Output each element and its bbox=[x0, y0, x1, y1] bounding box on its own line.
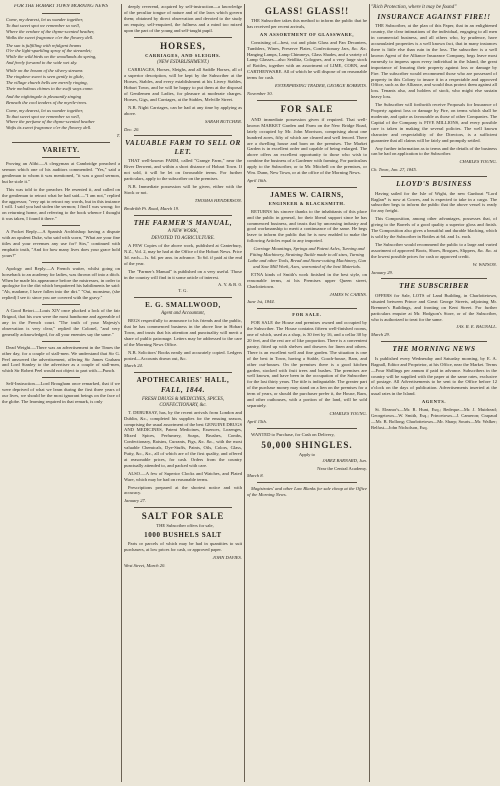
salt-date: West Street, March 20. bbox=[124, 562, 166, 568]
cairns-signature: JAMES W. CAIRNS. bbox=[329, 291, 367, 297]
agents-heading: AGENTS. bbox=[421, 399, 447, 405]
divider bbox=[42, 304, 80, 305]
divider bbox=[134, 135, 232, 136]
variety-item: Self-Instruction.—Lord Brougham once remarked, that if we were deprived of what we learn during the first three years of our lives, we should be the most ignorant beings on the face of the globe. The learning required in that remark, is only bbox=[2, 381, 120, 404]
manual-body: A FEW Copies of the above work, published at Canterbury, N.Z., Vol. 2, may be had at the Office of the Hobart News. Price 3d. each—1s. 6d. per ann. in advance. To 6d. if paid at the end of the year. bbox=[124, 242, 242, 266]
salt-signature: JOHN DAVIES. bbox=[212, 555, 242, 560]
cairns-heading: JAMES W. CAIRNS, bbox=[270, 190, 344, 199]
smallwood-date: March 24. bbox=[124, 363, 143, 369]
insurance-body-2: The Subscriber will forthwith receive Proposals for Insurance of Property against loss or damage by Fire, on terms which shall be moderate, and quite as favourable as those of other Companies. The Capital of the Company is FIVE MILLIONS, and every possible care is taken in making the several policies. The well known character and respectability of the Directors, is a sufficient guarantee that all claims will be fairly and promptly settled. bbox=[371, 102, 497, 143]
divider bbox=[134, 215, 232, 216]
wanted-address: Near the Central Academy. bbox=[317, 466, 367, 472]
smallwood-subheading: Agent and Accountant, bbox=[161, 311, 205, 317]
glass-signature: ENTERPRISING TRADER, GEORGE ROBERTS. bbox=[275, 83, 367, 89]
horses-signature: SARAH BUTCHER. bbox=[204, 118, 242, 124]
apothecaries-season: FALL, 1844. bbox=[160, 386, 206, 395]
manual-body-2: The "Farmer's Manual" is published on a very useful. Those in the country will find in it some article of interest. bbox=[124, 268, 242, 280]
poem bbox=[2, 17, 120, 131]
subscriber-date: March 29. bbox=[371, 332, 390, 338]
column-3 bbox=[247, 4, 367, 782]
apothecaries-heading: APOTHECARIES' HALL, bbox=[136, 376, 230, 385]
smallwood-note: N.B. Solicitors' Books neatly and accurately copied. Ledgers posted—Accounts drawn out, &c. bbox=[124, 349, 242, 361]
subscriber-heading: THE SUBSCRIBER bbox=[399, 282, 469, 291]
wanted-date: March 8. bbox=[247, 473, 264, 479]
house-signature: CHARLES YOUNG. bbox=[329, 410, 367, 416]
poem-stanza: While on the bosom of the silvery streams The ringdove sweet is seen gently to glide, The village church bells are merrily ringing, Their melodious chimes to the swift ways come. bbox=[6, 68, 94, 91]
column-1 bbox=[2, 4, 120, 782]
apothecaries-body: T. DEBURSAY, has, by the recent arrivals from London and Dublin, &c., completed his supplies for the ensuing season, comprising the usual assortment of the best GENUINE DRUGS AND MEDICINES, Patent Medicines, Essences, Lozenges, Mixed Spices, Perfumery, Soaps, Brushes, Combs, Confectionary, Raisins, Currants, Figs, &c. &c., with the most valuable Chemicals, Dye-Stuffs, Paints, Oils, Colors, Glass, Putty, &c., &c., all of which are of the first quality, and offered at reasonable prices, for cash. Orders from the country punctually attended to, and packed with care. bbox=[124, 409, 242, 468]
wanted-shingles: 50,000 SHINGLES. bbox=[261, 439, 353, 450]
lloyd-heading: LLOYD'S BUSINESS bbox=[396, 180, 472, 189]
for-sale-date: April 16th. bbox=[247, 177, 267, 183]
cairns-body: RETURNS his sincere thanks to the inhabitants of this place and the public in general, for their liberal support since he has commenced business, and trusts that by unceasing industry and good workmanship to merit a continuance of the same. He begs leave to inform the public that he is now enabled to make the following Articles equal to any imported. bbox=[247, 208, 367, 244]
glass-subheading: AN ASSORTMENT OF GLASSWARE, bbox=[259, 31, 355, 37]
divider bbox=[134, 297, 232, 298]
manual-subheading: A NEW WORK, bbox=[167, 229, 199, 235]
divider bbox=[257, 100, 357, 101]
apothecaries-date: January 27. bbox=[124, 498, 146, 504]
column-rule bbox=[369, 4, 370, 782]
farm-date: Brodribb Pt. Road, March 19. bbox=[124, 205, 180, 211]
divider bbox=[134, 37, 232, 38]
glass-heading: GLASS! GLASS!! bbox=[264, 6, 350, 16]
smallwood-heading: E. G. SMALLWOOD, bbox=[145, 301, 221, 310]
divider bbox=[381, 341, 487, 342]
insurance-place-date: Ch. Town, Jan. 27, 1845. bbox=[371, 167, 417, 173]
smallwood-body: BEGS respectfully to announce to his friends and the public, that he has commenced business in the above line in Hobart Town, and trusts that his attention and punctuality will merit a share of public patronage. Letters may be addressed to the care of the Morning News Office. bbox=[124, 318, 242, 347]
lloyd-body-3: The Subscriber would recommend the public to a large and varied assortment of approved Boots, Shoes, Brogues, Slippers, &c. &c. at the lowest possible prices for cash or approved credit. bbox=[371, 241, 497, 259]
farm-heading: VALUABLE FARM TO SELL OR LET. bbox=[125, 139, 241, 156]
divider bbox=[134, 507, 232, 508]
divider bbox=[381, 278, 487, 279]
horses-heading: HORSES, bbox=[160, 40, 206, 51]
divider bbox=[42, 13, 80, 14]
for-sale-heading: FOR SALE bbox=[280, 103, 334, 114]
divider bbox=[42, 157, 80, 158]
house-date: April 15th. bbox=[247, 418, 267, 424]
glass-date: November 30. bbox=[247, 90, 273, 96]
horses-date: Dec. 20. bbox=[124, 126, 140, 132]
lloyd-date: January 29. bbox=[371, 269, 393, 275]
glass-body: THE Subscriber takes this method to inform the public that he has received per recent arrivals, bbox=[247, 18, 367, 29]
insurance-motto: "Rich Protection, where it may be found" bbox=[371, 4, 457, 10]
salt-heading: SALT FOR SALE bbox=[141, 511, 225, 522]
divider bbox=[257, 308, 357, 309]
lloyd-signature: W. WATSON. bbox=[472, 261, 497, 267]
column-2 bbox=[124, 4, 242, 782]
morning-news-heading: THE MORNING NEWS bbox=[392, 345, 476, 354]
column-rule bbox=[121, 4, 122, 782]
variety-item: Dead Weight.—There was an advertisement in the Times the other day, for a couple of stall-men. We understand that Sir G. Peel answered the advertisement, offering Sir James Graham and Lord Stanley to the advertiser as a couple of stall-men, which Sir Robert Peel would not object to part with.—Punch. bbox=[2, 344, 120, 374]
lloyd-body-2: This Composition, among other advantages, possesses that, of giving to the Barrels of a good quality a superior gloss and finish. The Composition also gives a beautiful and durable blacking, which is sold by the Subscriber in Bottles at 6d. and 1s. each. bbox=[371, 216, 497, 239]
poem-stanza: The sun is fulfilling with refulgent beams O'er the light-sparkling spray of the streamlet; While the wild birds on the woodlands do spring, And freely forward to the wide wet sky. bbox=[6, 42, 97, 66]
apothecaries-subheading: FRESH DRUGS & MEDICINES, SPICES, CONFECTIONARY, &c. bbox=[141, 396, 225, 408]
salt-body-2: Parts or parcels of which may be had in quantities to suit purchasers, at low prices for cash, or approved paper. bbox=[124, 541, 242, 553]
salt-quantity: 1000 BUSHELS SALT bbox=[144, 531, 222, 540]
divider bbox=[381, 176, 487, 177]
house-body: FOR SALE the House and premises owned and occupied by the Subscriber. The House contains fifteen well-finished rooms, one of which, used as a shop, is 30 feet by 16, and a cellar 30 by 20 feet, and the rest are of like proportion. There is a convenient pantry, fitted up with shelves and drawers for linen and others. There is an excellent well and fine garden. The situation is one of the best in Town, having a Stable, Coach-house, Barn, and other out-houses. On the premises there is a good kitchen garden, stocked with fruit trees and bushes. The premises are well known, and have been in the occupation of the Subscriber for the last thirty years. The title is indisputable. The greater part of the purchase money may stand on a lien on the premises for a term of years, or should the purchaser prefer it, the House, Barn, and other outhouses, with a portion of the land, will be sold separately. bbox=[247, 320, 367, 408]
variety-heading: VARIETY. bbox=[42, 146, 80, 155]
glass-body-2: Consisting of—best, cut and plain Glass and Fan Decanters, Tumblers, Wines, Preserve Plates, Confectionary Jars, &c. &c. Hanging Lamps, Lamp Chimneys, Glass Shades, and a variety of Lamp Glasses—also Seidlitz, Colognes, and a very large stock of Bottles, together with an assortment of LIME, CORN, and CARTHENWARE. All of which he will dispose of on reasonable terms for cash. bbox=[247, 39, 367, 81]
farm-note: N.B. Immediate possession will be given, either with the Stock or not. bbox=[124, 184, 242, 195]
divider bbox=[42, 341, 80, 342]
cairns-list: Carriage Mountings, Springs and Patent Axles, Turning and Fitting Machinery, Straining Tackle made to all sizes, Turning Lathe and other Tools, Bread and Stone-cutting Machinery, Gun and Saw Mill Work, Axes, warranted of the best Materials. bbox=[247, 246, 367, 269]
poem-stanza: Come, my dearest, let us wander together, To that sweet spot we remember so well, Where the perfume of the thyme-scented heather Wafts its sweet fragrance o'er the flowery dell. bbox=[6, 107, 95, 131]
horses-note: N.B. Night Carriages, can be had at any time by applying as above. bbox=[124, 104, 242, 116]
divider bbox=[42, 225, 80, 226]
subscriber-body: OFFERS for Sale, LOTS of Land Building, in Charlottetown, situated between Prince and Great George Streets, adjoining Mr. Bremner's Buildings, and fronting on Kent Street. For further particulars enquire at Mr. Hodgson's Store, or of the Subscriber, who is authorized to treat for the same. bbox=[371, 292, 497, 322]
divider bbox=[134, 372, 232, 373]
horses-establishment: (NEW ESTABLISHMENT.) bbox=[157, 60, 209, 66]
agents-body: St. Eleanor's—Mr. R. Hunt, Esq.; Bedeque—Mr. J. Muirhead; Georgetown—W. Smith, Esq.; Princetown—J. Cameron; Crapaud—Mr. B. Bollong; Charlottetown—Mr. Sharp; Souris—Mr. Walker; Belfast—John Nicholson, Esq. bbox=[371, 407, 497, 430]
apothecaries-note: ALSO.—A few of Superior Clocks and Watches, and Plated Ware, which may be had on reasonable terms. bbox=[124, 470, 242, 482]
divider bbox=[42, 377, 80, 378]
wanted-apply: Apply to bbox=[298, 451, 316, 457]
farm-signature: THOMAS HENDERSON. bbox=[194, 197, 242, 203]
variety-item: Apology and Reply.—A French waiter, whilst going on horseback to an academy for ladies, was thrown off into a ditch. When he made his appearance before the mistresses, in order to apologise for the dirt which bespattered his habiliments he said: "Ah, madame, I have fallen into the dirt." "Oui, monsieur, (she replied) I see it: since you are covered with the gravy." bbox=[2, 265, 120, 301]
poem-masthead: FOR THE HOBART TOWN MORNING NEWS bbox=[13, 4, 109, 9]
for-sale-body: AND immediate possession given if required. That well-known MARKET Garden and Farm on the New Bridge Road, lately occupied by Mr. John Morrison, comprising about one hundred acres, fifty of which are cleared and well fenced. There are a dwelling house and barn on the premises. The Market Garden is in excellent order and capable of being enlarged. The above offers an excellent opportunity to those who wish to combine the business of a Gardener with farming. For particulars apply to the Subscriber, or to Mr. Mitchell on the premises, or Wm. Dunn, New Town, or at the office of the Morning News. bbox=[247, 116, 367, 176]
manual-heading: THE FARMER'S MANUAL, bbox=[133, 218, 233, 227]
wanted-signature: JABEZ BARNARD, Jun. bbox=[322, 458, 367, 464]
variety-item: Proving an Alibi.—A clergyman at Cambridge preached a sermon which one of his auditors commended. "Yes," said a gentleman to whom it was mentioned, "it was a good sermon, but he stole it." bbox=[2, 161, 120, 184]
farm-body: THAT well-known FARM, called "Grange Farm," near the River Derwent, and within a short distance of Hobart Town. If not sold, it will be let on favourable terms. For further particulars, apply to the subscriber on the premises. bbox=[124, 158, 242, 182]
apothecaries-note-2: Prescriptions prepared at the shortest notice and with accuracy. bbox=[124, 484, 242, 496]
wanted-heading: WANTED to Purchase, for Cash on Delivery, bbox=[251, 431, 335, 437]
variety-item: This was told to the preacher. He resented it, and called on the gentleman to retract what he had said.—"I am not," replied the aggressor, "very apt to retract my words, but in this instance I will. I said you had stolen the sermon; I find I was wrong; for on returning home, and referring to the book whence I thought it was taken, I found it there." bbox=[2, 186, 120, 222]
divider bbox=[257, 482, 357, 483]
house-heading: FOR SALE. bbox=[292, 312, 322, 318]
column-intro: deeply reverend, acquired by self-instruction—a knowledge of the peculiar tongue of nature and of the laws which govern them; obtained by direct observation and devoted to the study on enquiry, self-enquired, the fullness and a mind too mixed upon the part of the young and self-taught pupil. bbox=[124, 4, 242, 33]
column-rule bbox=[244, 4, 245, 782]
divider bbox=[257, 428, 357, 429]
column-4 bbox=[371, 4, 497, 782]
poem-stanza: And the nightingale is pleasantly singing Beneath the cool tenders of the myrtle-trees. bbox=[6, 93, 88, 105]
manual-signature: T. G. bbox=[178, 288, 188, 294]
poem-signature: T. bbox=[116, 133, 120, 139]
horses-subheading: CARRIAGES, AND SLEIGHS. bbox=[145, 52, 221, 58]
poem-stanza: Come, my dearest, let us wander together, To that sweet spot we remember so well, Where the verdure of the thyme-scented heather, Walks the sweet fragrance o'er the flowery dell. bbox=[6, 16, 95, 40]
variety-item: A Good Retort.—Louis XIV once plucked a lock of the fair Brignol, that his own were the most handsome and agreeable of any in the French court. "The truth of your Majesty's observation is very clear," replied the Colonel, "and very generally acknowledged, for all your enemies say the same." bbox=[2, 308, 120, 337]
salt-body: THE Subscriber offers for sale, bbox=[156, 523, 214, 529]
law-blanks-notice: Magistrates' and other Law Blanks for sale cheap at the Office of the Morning News. bbox=[247, 486, 367, 498]
divider bbox=[257, 187, 357, 188]
insurance-signature: CHARLES YOUNG. bbox=[459, 159, 497, 165]
cairns-note: ETNA kinds of Smith's work finished in the best style, on reasonable terms, at his Premises upper Queen street, Charlottetown. bbox=[247, 271, 367, 289]
variety-item: A Pocket Reply.—A Spanish Archbishop having a dispute with an opulent Duke, who said with scorn, "What are your fine titles and your revenues any use for? Sirs," continued with emphatic truth, "And for how many lives does your grace hold yours?" bbox=[2, 229, 120, 258]
manual-subheading-2: DEVOTED TO AGRICULTURE. bbox=[151, 236, 215, 242]
manual-address: A. Y. & B. 0. bbox=[218, 282, 242, 288]
divider bbox=[42, 262, 80, 263]
lloyd-body: Having sailed for the Isle of Wight, the new Gunboat *Lord Raglan* is now at Cowes, and is expected to take in a cargo. The subscriber begs to inform the public that the above vessel is ready for any freight. bbox=[371, 190, 497, 214]
cairns-subheading: ENGINEER & BLACKSMITH. bbox=[268, 200, 346, 206]
divider bbox=[12, 142, 110, 143]
insurance-body: THE Subscriber, at the plan of this Paper, that in an enlightened country, the clear intimations of the individual, engaging to all men in commercial business, and all others who, by prudence, have accumulated properties is a well known fact, that in many instances there is little else than ruin in the loss. The subscriber is a well known Agent of the Alliance Insurance Company, begs leave most earnestly to impress upon every individual in the Island, the great importance of Insuring their property against loss or damage by Fire. The subscriber would recommend those who are possessed of property in this Colony to insure it in a respectable and approved Office, such as the Alliance, and would thus protect them against all loss. Tenants also, and holders of stock, who might else sustain heavy loss. bbox=[371, 23, 497, 100]
insurance-heading: INSURANCE AGAINST FIRE!! bbox=[377, 12, 491, 21]
morning-news-body: Is published every Wednesday and Saturday morning, by E. A. Bagnall, Editor and Proprietor, at his Office, near the Market. Terms—Four Shillings per annum if paid in advance. Subscribers in the country will be supplied with the paper at the same rates, exclusive of postage. All Advertisements to be sent to the Office before 12 o'clock on the days of publication. Advertisements inserted at the usual rates in the Island. bbox=[371, 355, 497, 397]
insurance-body-3: Any further information as to terms and the details of the business can be had on application to the Subscriber. bbox=[371, 145, 497, 157]
horses-body: CARRIAGES, Horses, Sleighs, and all Saddle Horses, all of a superior description, will be kept by the Subscriber at the Horses, Stables, and every establishment at his Livery Stables, Hobart Town, and he will be happy to put them at the disposal of Gentlemen and Ladies, for pleasure at moderate charges. Horses, Gigs, and Carriages, at the Stables, Melville Street. bbox=[124, 67, 242, 102]
cairns-date: June 1st, 1844. bbox=[247, 299, 275, 305]
subscriber-signature: JAS. R. E. BAGNALL. bbox=[456, 324, 497, 330]
